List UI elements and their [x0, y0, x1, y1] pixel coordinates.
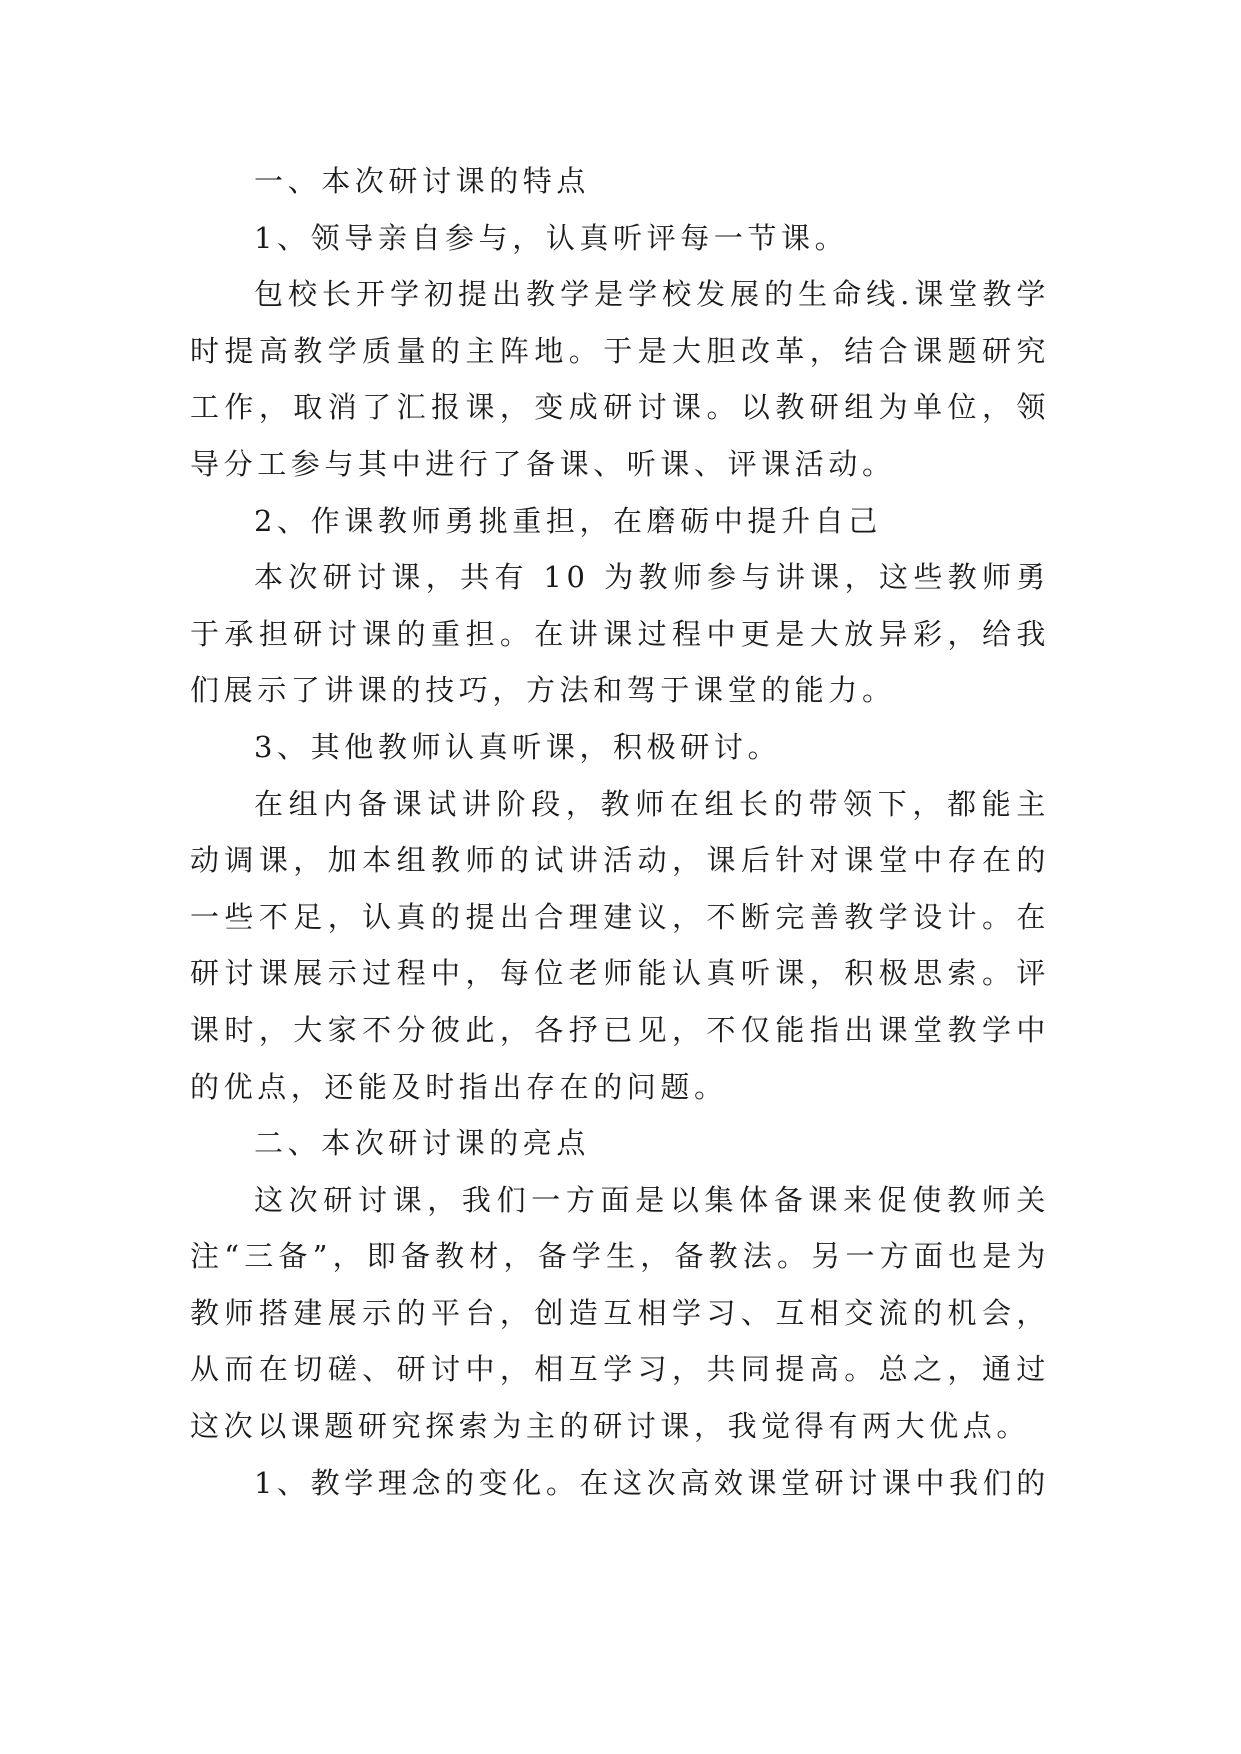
body-paragraph: 在组内备课试讲阶段，教师在组长的带领下，都能主动调课，加本组教师的试讲活动，课后针对课堂中存在的一些不足，认真的提出合理建议，不断完善教学设计。在研讨课展示过程中，每位老师能认真听课，积极思索。评课时，大家不分彼此，各抒已见，不仅能指出课堂教学中的优点，还能及时指出存在的问题。 [190, 786, 1050, 1104]
section-heading-2: 二、本次研讨课的亮点 [254, 1126, 591, 1161]
subheading-1-2: 2、作课教师勇挑重担，在磨砺中提升自己 [254, 503, 882, 538]
section-heading-1: 一、本次研讨课的特点 [254, 164, 591, 198]
subheading-1-1: 1、领导亲自参与，认真听评每一节课。 [254, 220, 849, 255]
subheading-1-3: 3、其他教师认真听课，积极研讨。 [254, 729, 782, 764]
document-body [190, 153, 1050, 1511]
body-paragraph: 本次研讨课，共有 10 为教师参与讲课，这些教师勇于承担研讨课的重担。在讲课过程中更是大放异彩，给我们展示了讲课的技巧，方法和驾于课堂的能力。 [190, 560, 1050, 708]
body-paragraph: 包校长开学初提出教学是学校发展的生命线.课堂教学时提高教学质量的主阵地。于是大胆改革，结合课题研究工作，取消了汇报课，变成研讨课。以教研组为单位，领导分工参与其中进行了备课、听课、评课活动。 [190, 277, 1050, 481]
subheading-2-1: 1、教学理念的变化。在这次高效课堂研讨课中我们的 [254, 1465, 1050, 1500]
body-paragraph: 这次研讨课，我们一方面是以集体备课来促使教师关注“三备”，即备教材，备学生，备教法。另一方面也是为教师搭建展示的平台，创造互相学习、互相交流的机会，从而在切磋、研讨中，相互学习，共同提高。总之，通过这次以课题研究探索为主的研讨课，我觉得有两大优点。 [190, 1182, 1050, 1444]
